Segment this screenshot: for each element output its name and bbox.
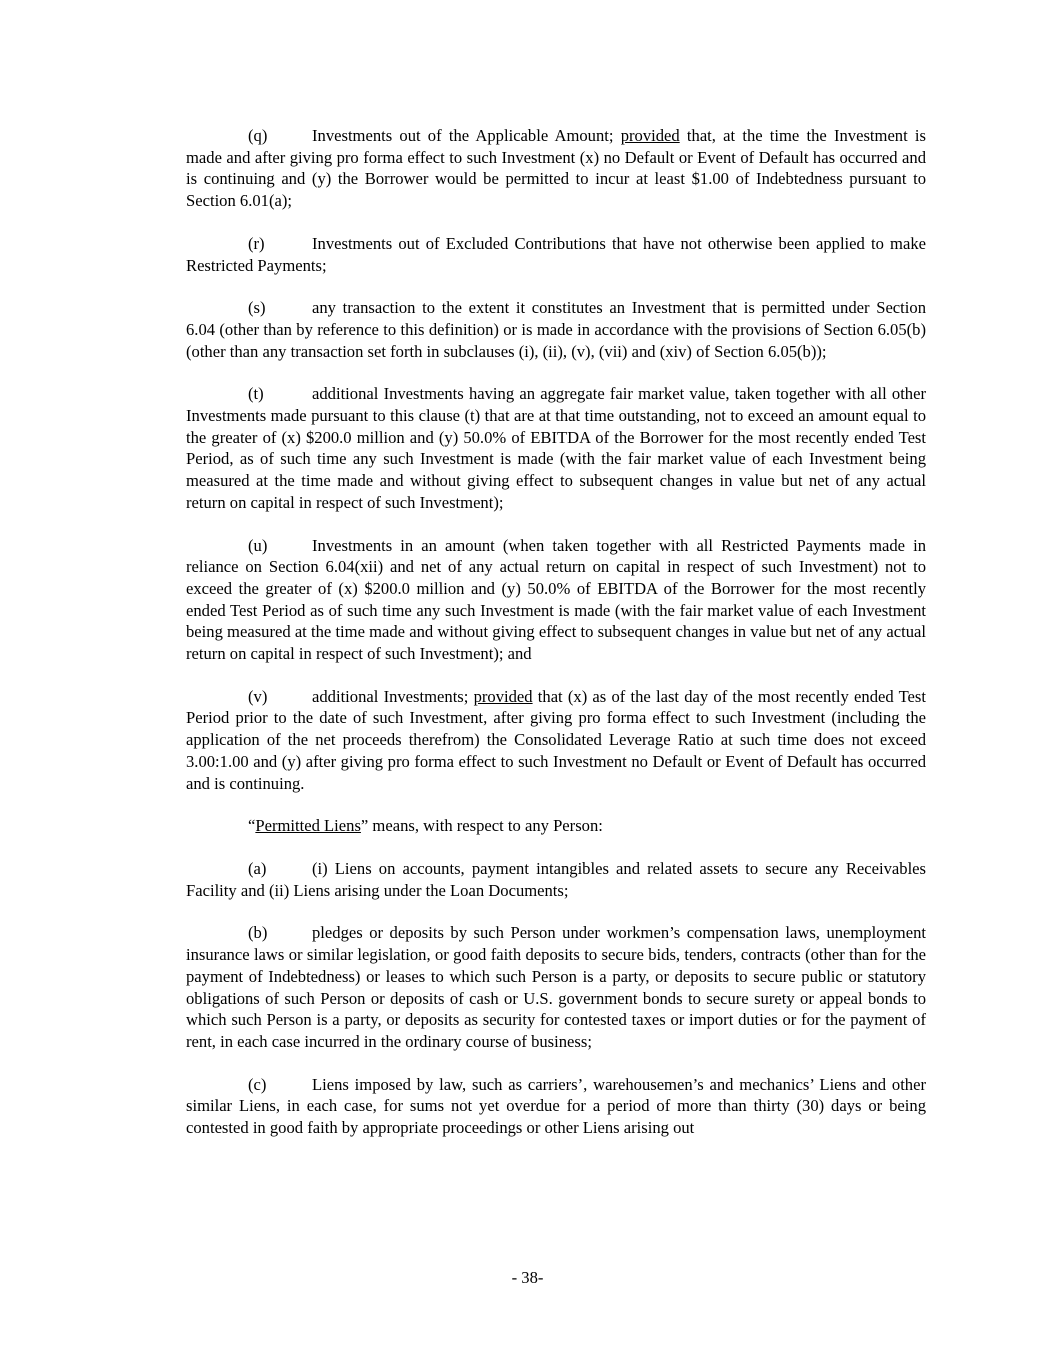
document-body <box>186 125 926 1160</box>
underlined-term: provided <box>473 686 533 706</box>
clause-paragraph <box>186 233 926 276</box>
text-run: additional Investments; <box>312 686 474 706</box>
text-run: ” means, with respect to any Person: <box>360 816 603 836</box>
text-run: (i) Liens on accounts, payment intangibles and related assets to secure any Receivables Facility and (ii) Liens arising under the Loan Documents; <box>186 858 926 900</box>
clause-paragraph <box>186 1074 926 1139</box>
clause-label: (t) <box>248 384 264 404</box>
clause-label: (c) <box>248 1074 267 1094</box>
clause-label: (b) <box>248 923 268 943</box>
clause-paragraph <box>186 297 926 362</box>
clause-label: (a) <box>248 858 267 878</box>
text-run: Investments out of Excluded Contributions that have not otherwise been applied to make Restricted Payments; <box>186 233 926 275</box>
text-run: additional Investments having an aggregate fair market value, taken together with all other Investments made pursuant to this clause (t) that are at that time outstanding, not to exceed an amount equal to the greater of (x) $200.0 million and (y) 50.0% of EBITDA of the Borrower for the most recently ended Test Period, as of such time any such Investment is made (with the fair market value of each Investment being measured at the time made and without giving effect to subsequent changes in value but net of any actual return on capital in respect of such Investment); <box>186 384 926 512</box>
clause-paragraph <box>186 922 926 1052</box>
paragraph <box>186 815 926 837</box>
clause-label: (u) <box>248 535 268 555</box>
underlined-term: provided <box>620 126 680 145</box>
text-run: “ <box>248 816 256 836</box>
clause-paragraph <box>186 383 926 513</box>
underlined-term: Permitted Liens <box>255 816 361 836</box>
clause-label: (q) <box>248 126 268 145</box>
text-run: any transaction to the extent it constitutes an Investment that is permitted under Section 6.04 (other than by reference to this definition) or is made in accordance with the provisions of Section 6.05(b) (other than any transaction set forth in subclauses (i), (ii), (v), (vii) and (xiv) of Section 6.05(b)); <box>186 298 926 361</box>
clause-label: (s) <box>248 298 266 318</box>
text-run: Investments out of the Applicable Amount; <box>312 126 621 145</box>
text-run: pledges or deposits by such Person under workmen’s compensation laws, unemployment insurance laws or similar legislation, or good faith deposits to secure bids, tenders, contracts (other than for the payment of Indebtedness) or leases to which such Person is a party, or deposits to secure public or statutory obligations of such Person or deposits of cash or U.S. government bonds to secure surety or appeal bonds to which such Person is a party, or deposits as security for contested taxes or import duties or for the payment of rent, in each case incurred in the ordinary course of business; <box>186 923 926 1051</box>
clause-label: (v) <box>248 686 268 706</box>
clause-paragraph <box>186 686 926 795</box>
clause-paragraph <box>186 125 926 212</box>
text-run: that, at the time the Investment is made and after giving pro forma effect to such Investment (x) no Default or Event of Default has occurred and is continuing and (y) the Borrower would be permitted to incur at least $1.00 of Indebtedness pursuant to Section 6.01(a); <box>186 126 926 211</box>
text-run: Investments in an amount (when taken together with all Restricted Payments made in reliance on Section 6.04(xii) and net of any actual return on capital in respect of such Investment) not to exceed the greater of (x) $200.0 million and (y) 50.0% of EBITDA of the Borrower for the most recently ended Test Period as of such time any such Investment is made (with the fair market value of each Investment being measured at the time made and without giving effect to subsequent changes in value but net of any actual return on capital in respect of such Investment); and <box>186 535 926 664</box>
page-number: - 38- <box>511 1268 544 1287</box>
text-run: Liens imposed by law, such as carriers’, warehousemen’s and mechanics’ Liens and other similar Liens, in each case, for sums not yet overdue for a period of more than thirty (30) days or being contested in good faith by appropriate proceedings or other Liens arising out <box>186 1074 926 1138</box>
clause-paragraph <box>186 858 926 901</box>
text-run: that (x) as of the last day of the most recently ended Test Period prior to the date of such Investment, after giving pro forma effect to such Investment (including the application of the net proceeds therefrom) the Consolidated Leverage Ratio at such time does not exceed 3.00:1.00 and (y) after giving pro forma effect to such Investment no Default or Event of Default has occurred and is continuing. <box>186 686 926 793</box>
clause-paragraph <box>186 535 926 665</box>
clause-label: (r) <box>248 233 265 253</box>
